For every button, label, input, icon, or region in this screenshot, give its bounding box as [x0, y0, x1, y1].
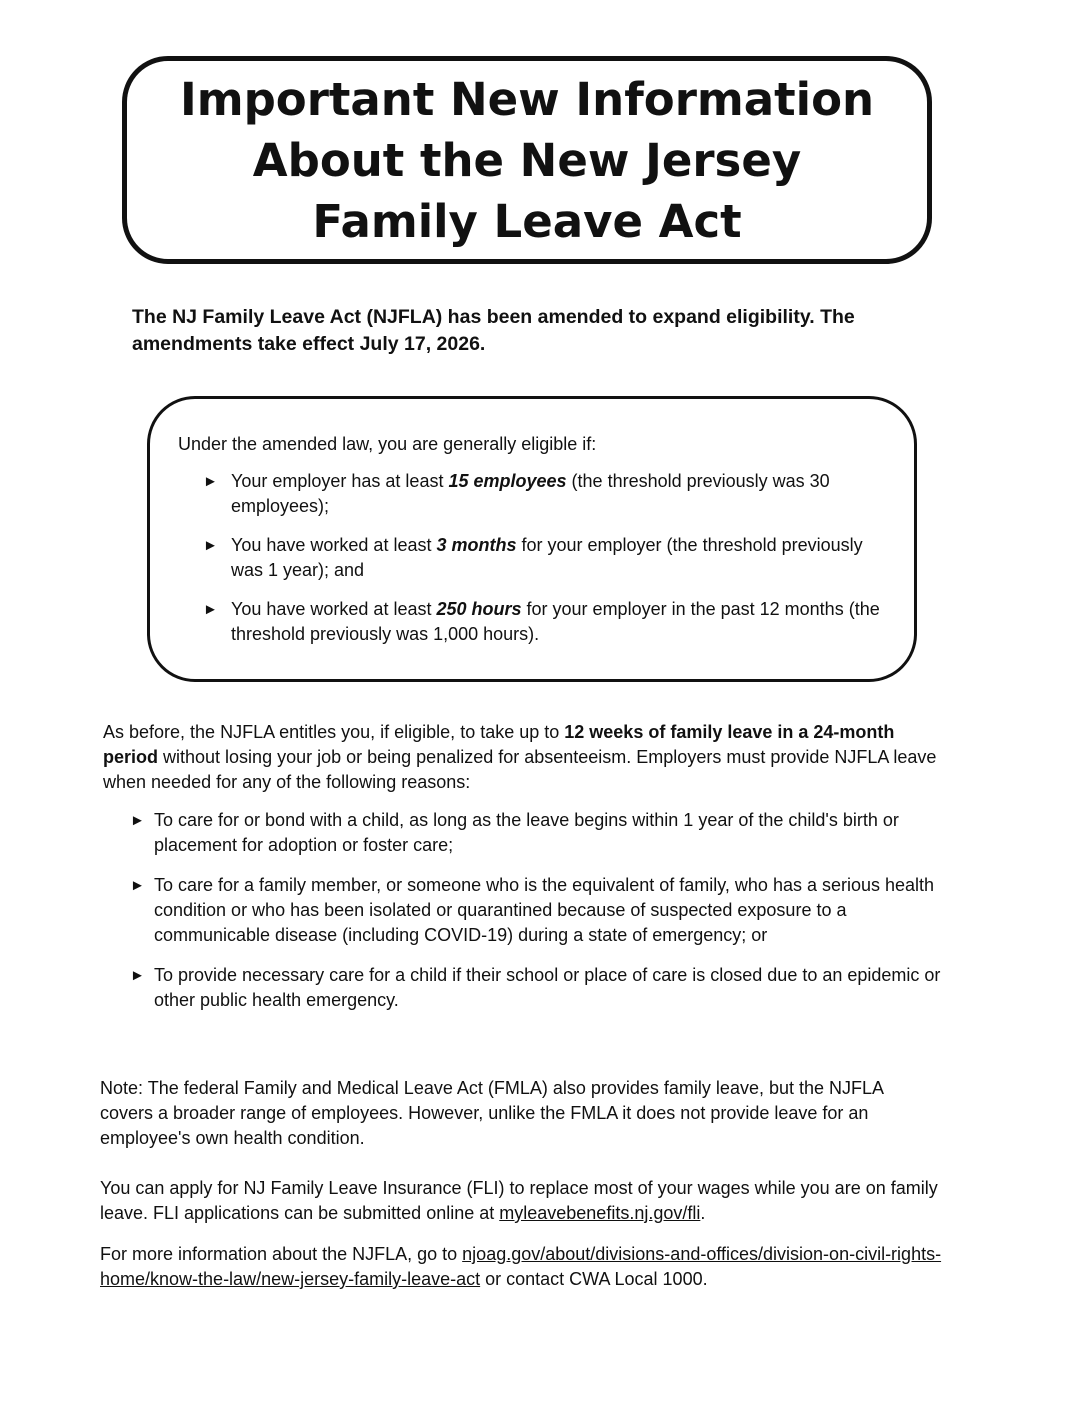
- entitlement-text: without losing your job or being penalized for absenteeism. Employers must provide NJFLA leave when needed for any of the following reasons:: [103, 747, 937, 792]
- intro-paragraph: The NJ Family Leave Act (NJFLA) has been amended to expand eligibility. The amendments take effect July 17, 2026.: [132, 306, 855, 355]
- arrow-bullet-icon: ►: [130, 812, 145, 829]
- eligibility-item-text: You have worked at least: [231, 599, 437, 619]
- title-box: [122, 56, 932, 264]
- eligibility-item-text: (the threshold previously was 30 employees);: [231, 471, 830, 516]
- title-line-3: Family Leave Act: [312, 194, 742, 248]
- fli-link[interactable]: myleavebenefits.nj.gov/fli: [499, 1203, 701, 1223]
- eligibility-item-text: You have worked at least: [231, 535, 437, 555]
- eligibility-heading: Under the amended law, you are generally eligible if:: [178, 434, 597, 454]
- arrow-bullet-icon: ►: [130, 877, 145, 894]
- fli-text: .: [700, 1203, 706, 1223]
- reasons-list: [130, 808, 950, 1028]
- title-line-2: About the New Jersey: [252, 133, 802, 187]
- more-info-text: For more information about the NJFLA, go to: [100, 1244, 463, 1264]
- eligibility-list: [203, 469, 893, 661]
- reason-text: To care for or bond with a child, as long as the leave begins within 1 year of the child's birth or placement for adoption or foster care;: [154, 810, 899, 855]
- eligibility-item-text: Your employer has at least: [231, 471, 449, 491]
- reason-text: To care for a family member, or someone who is the equivalent of family, who has a serious health condition or who has been isolated or quarantined because of suspected exposure to a communicable disease (including COVID-19) during a state of emergency; or: [154, 875, 935, 945]
- entitlement-emphasis: 12 weeks of family leave in a 24-month period: [103, 722, 895, 767]
- title-line-1: Important New Information: [179, 72, 875, 126]
- eligibility-item-employees: [203, 469, 893, 519]
- fmla-note: Note: The federal Family and Medical Leave Act (FMLA) also provides family leave, but the NJFLA covers a broader range of employees. However, unlike the FMLA it does not provide leave for an employee's own health condition.: [100, 1078, 884, 1148]
- eligibility-item-text: for your employer (the threshold previously was 1 year); and: [231, 535, 863, 580]
- eligibility-item-hours: [203, 597, 893, 647]
- eligibility-item-emphasis: 3 months: [436, 535, 517, 555]
- eligibility-item-months: [203, 533, 893, 583]
- njoag-link[interactable]: njoag.gov/about/divisions-and-offices/division-on-civil-rights-home/know-the-law/new-jersey-family-leave-act: [100, 1244, 942, 1289]
- reason-item-school-closure: [130, 963, 950, 1013]
- more-info-text: or contact CWA Local 1000.: [480, 1269, 708, 1289]
- arrow-bullet-icon: ►: [203, 473, 218, 490]
- eligibility-item-emphasis: 250 hours: [436, 599, 522, 619]
- entitlement-text: As before, the NJFLA entitles you, if eligible, to take up to: [103, 722, 565, 742]
- entitlement-paragraph: [103, 720, 943, 795]
- eligibility-item-emphasis: 15 employees: [448, 471, 567, 491]
- reason-item-child: [130, 808, 950, 858]
- arrow-bullet-icon: ►: [203, 601, 218, 618]
- fli-paragraph: [100, 1176, 960, 1226]
- arrow-bullet-icon: ►: [203, 537, 218, 554]
- more-info-paragraph: [100, 1242, 960, 1292]
- fli-text: You can apply for NJ Family Leave Insurance (FLI) to replace most of your wages while you are on family leave. FLI applications can be submitted online at: [100, 1178, 938, 1223]
- reason-item-family-member: [130, 873, 950, 948]
- eligibility-item-text: for your employer in the past 12 months (the threshold previously was 1,000 hours).: [231, 599, 880, 644]
- arrow-bullet-icon: ►: [130, 967, 145, 984]
- reason-text: To provide necessary care for a child if their school or place of care is closed due to an epidemic or other public health emergency.: [154, 965, 941, 1010]
